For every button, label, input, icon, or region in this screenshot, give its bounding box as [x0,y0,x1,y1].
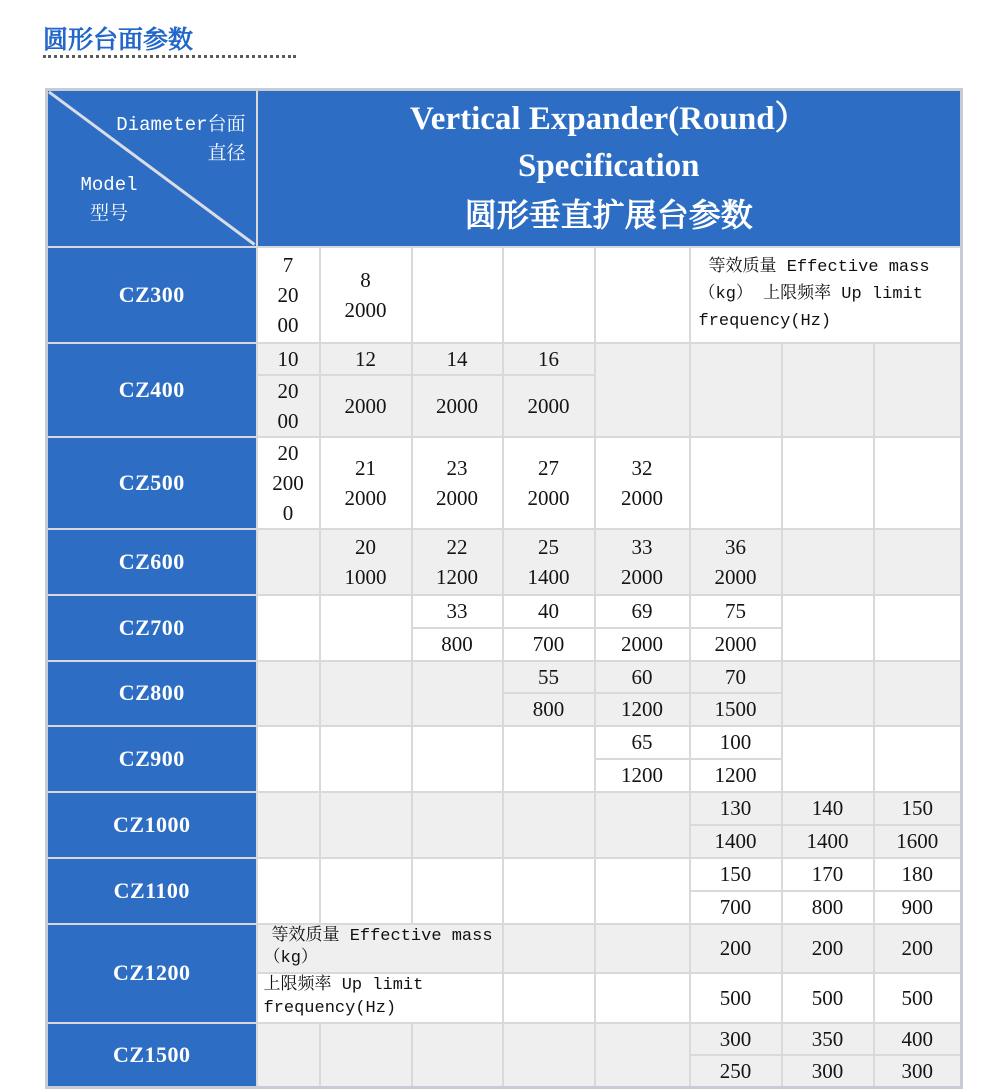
cell-cz1100-c8-freq: 900 [874,891,962,924]
model-cell-cz1500: CZ1500 [47,1023,257,1088]
cell-cz400-c4-mass: 16 [503,343,595,375]
mass: 20 [355,534,376,559]
cell-cz400-c5 [595,343,690,437]
cell-cz1100-c1 [257,858,320,924]
cell-cz300-c3 [412,247,503,343]
mass: 22 [446,534,468,559]
cell-cz700-c7 [782,595,874,661]
cell-cz500-c5 [595,437,690,529]
cell-cz1500-c7-freq: 300 [782,1055,874,1088]
cell-cz500-c1 [257,437,320,529]
cell-cz900-c2 [320,726,412,792]
cell-cz800-c4-freq: 800 [503,693,595,726]
cell-cz800-c8 [874,661,962,726]
cell-cz800-c6-freq: 1500 [690,693,782,726]
cell-cz600-c6 [690,529,782,595]
cell-cz800-c4-mass: 55 [503,661,595,693]
cell-cz900-c3 [412,726,503,792]
cell-cz1100-c6-mass: 150 [690,858,782,891]
freq: 2000 [714,564,757,589]
cell-cz600-c1 [257,529,320,595]
cell-cz700-c3-mass: 33 [412,595,503,628]
mass: 36 [725,534,746,559]
cell-cz900-c6-freq: 1200 [690,759,782,792]
cell-cz600-c4 [503,529,595,595]
model-cell-cz1200: CZ1200 [47,924,257,1024]
dotted-divider [43,55,296,58]
cell-cz400-c3-freq: 2000 [412,375,503,437]
cell-cz1200-c8-mass: 200 [874,924,962,974]
mass: 23 [446,455,468,480]
cell-cz1100-c7-freq: 800 [782,891,874,924]
mass: 20 [277,440,299,465]
cell-cz1200-c4-top [503,924,595,974]
cell-cz1000-c3 [412,792,503,858]
units-note-mass: 等效质量 Effective mass（kg） [257,924,503,974]
cell-cz700-c4-mass: 40 [503,595,595,628]
cell-cz500-c8 [874,437,962,529]
corner-diameter-label: Diameter台面直径 [116,114,246,166]
cell-cz500-c2 [320,437,412,529]
freq: 2000 [344,297,387,322]
units-note-combined: 等效质量 Effective mass（kg） 上限频率 Up limit frequency(Hz) [690,247,962,343]
cell-cz1000-c7-freq: 1400 [782,825,874,858]
cell-cz600-c3 [412,529,503,595]
cell-cz1200-c6-mass: 200 [690,924,782,974]
cell-cz600-c7 [782,529,874,595]
cell-cz1500-c8-mass: 400 [874,1023,962,1055]
cell-cz900-c5-freq: 1200 [595,759,690,792]
corner-model-label: Model型号 [80,173,138,226]
cell-cz300-c2 [320,247,412,343]
cell-cz1000-c4 [503,792,595,858]
mass: 27 [538,455,559,480]
model-cell-cz400: CZ400 [47,343,257,437]
cell-cz1100-c6-freq: 700 [690,891,782,924]
cell-cz400-c2-freq: 2000 [320,375,412,437]
cell-cz800-c3 [412,661,503,726]
cell-cz1100-c7-mass: 170 [782,858,874,891]
cell-cz1200-c6-freq: 500 [690,973,782,1023]
cell-cz1200-c4-bottom [503,973,595,1023]
freq: 1200 [436,564,478,589]
cell-cz300-c5 [595,247,690,343]
cell-cz900-c5-mass: 65 [595,726,690,759]
freq: 2000 [344,485,387,510]
cell-cz300-c4 [503,247,595,343]
cell-cz1200-c5-top [595,924,690,974]
cell-cz1100-c8-mass: 180 [874,858,962,891]
model-cell-cz800: CZ800 [47,661,257,726]
cell-cz1100-c3 [412,858,503,924]
freq: 1400 [527,564,570,589]
cell-cz500-c6 [690,437,782,529]
units-note-frequency: 上限频率 Up limit frequency(Hz) [257,973,503,1023]
cell-cz1500-c7-mass: 350 [782,1023,874,1055]
page-title: 圆形台面参数 [43,26,194,54]
cell-cz1000-c6-mass: 130 [690,792,782,825]
cell-cz1500-c2 [320,1023,412,1088]
freq: 2000 [436,485,478,510]
cell-cz1000-c2 [320,792,412,858]
table-title-zh: 圆形垂直扩展台参数 [464,197,753,234]
cell-cz1000-c7-mass: 140 [782,792,874,825]
cell-cz800-c5-mass: 60 [595,661,690,693]
mass: 33 [631,534,653,559]
cell-cz600-c8 [874,529,962,595]
cell-cz600-c2 [320,529,412,595]
cell-cz1200-c7-mass: 200 [782,924,874,974]
cell-cz900-c6-mass: 100 [690,726,782,759]
cell-cz400-c2-mass: 12 [320,343,412,375]
cell-cz500-c7 [782,437,874,529]
freq: 1000 [344,564,387,589]
model-cell-cz500: CZ500 [47,437,257,529]
cell-cz1000-c5 [595,792,690,858]
cell-cz1500-c4 [503,1023,595,1088]
cell-cz800-c1 [257,661,320,726]
cell-cz800-c6-mass: 70 [690,661,782,693]
cell-cz500-c4 [503,437,595,529]
cell-cz700-c3-freq: 800 [412,628,503,661]
mass: 7 [282,252,294,277]
spec-table [45,88,963,1089]
freq: 2000 [527,485,570,510]
cell-cz1200-c8-freq: 500 [874,973,962,1023]
cell-cz800-c5-freq: 1200 [595,693,690,726]
cell-cz1100-c2 [320,858,412,924]
cell-cz1100-c5 [595,858,690,924]
cell-cz1500-c3 [412,1023,503,1088]
mass: 25 [538,534,559,559]
cell-cz1500-c8-freq: 300 [874,1055,962,1088]
model-cell-cz600: CZ600 [47,529,257,595]
cell-cz1500-c1 [257,1023,320,1088]
cell-cz1100-c4 [503,858,595,924]
model-cell-cz1100: CZ1100 [47,858,257,924]
cell-cz700-c6-freq: 2000 [690,628,782,661]
cell-cz400-c6 [690,343,782,437]
cell-cz800-c7 [782,661,874,726]
cell-cz600-c5 [595,529,690,595]
cell-cz400-c3-mass: 14 [412,343,503,375]
freq: 2000 [277,282,299,337]
cell-cz700-c2 [320,595,412,661]
freq: 2000 [621,485,663,510]
freq: 2000 [272,470,304,525]
cell-cz900-c1 [257,726,320,792]
cell-cz1500-c6-mass: 300 [690,1023,782,1055]
cell-cz500-c3 [412,437,503,529]
cell-cz1200-c5-bottom [595,973,690,1023]
freq: 2000 [621,564,663,589]
cell-cz300-c1 [257,247,320,343]
cell-cz900-c4 [503,726,595,792]
mass: 8 [360,267,371,292]
model-cell-cz900: CZ900 [47,726,257,792]
mass: 32 [631,455,653,480]
corner-header-cell [47,90,257,247]
cell-cz1000-c8-freq: 1600 [874,825,962,858]
cell-cz400-c7 [782,343,874,437]
cell-cz1000-c8-mass: 150 [874,792,962,825]
mass: 21 [355,455,376,480]
cell-cz700-c4-freq: 700 [503,628,595,661]
cell-cz1200-c7-freq: 500 [782,973,874,1023]
model-cell-cz300: CZ300 [47,247,257,343]
cell-cz900-c8 [874,726,962,792]
cell-cz1000-c6-freq: 1400 [690,825,782,858]
cell-cz700-c5-mass: 69 [595,595,690,628]
model-cell-cz700: CZ700 [47,595,257,661]
cell-cz1500-c5 [595,1023,690,1088]
model-cell-cz1000: CZ1000 [47,792,257,858]
cell-cz700-c1 [257,595,320,661]
cell-cz400-c4-freq: 2000 [503,375,595,437]
cell-cz400-c1-freq: 2000 [257,375,320,437]
cell-cz1500-c6-freq: 250 [690,1055,782,1088]
table-title-cell [257,90,962,247]
cell-cz700-c8 [874,595,962,661]
cell-cz700-c6-mass: 75 [690,595,782,628]
cell-cz900-c7 [782,726,874,792]
table-title-en-1: Vertical Expander(Round） [410,101,808,138]
cell-cz1000-c1 [257,792,320,858]
cell-cz700-c5-freq: 2000 [595,628,690,661]
cell-cz800-c2 [320,661,412,726]
cell-cz400-c1-mass: 10 [257,343,320,375]
table-title-en-2: Specification [518,148,700,185]
cell-cz400-c8 [874,343,962,437]
